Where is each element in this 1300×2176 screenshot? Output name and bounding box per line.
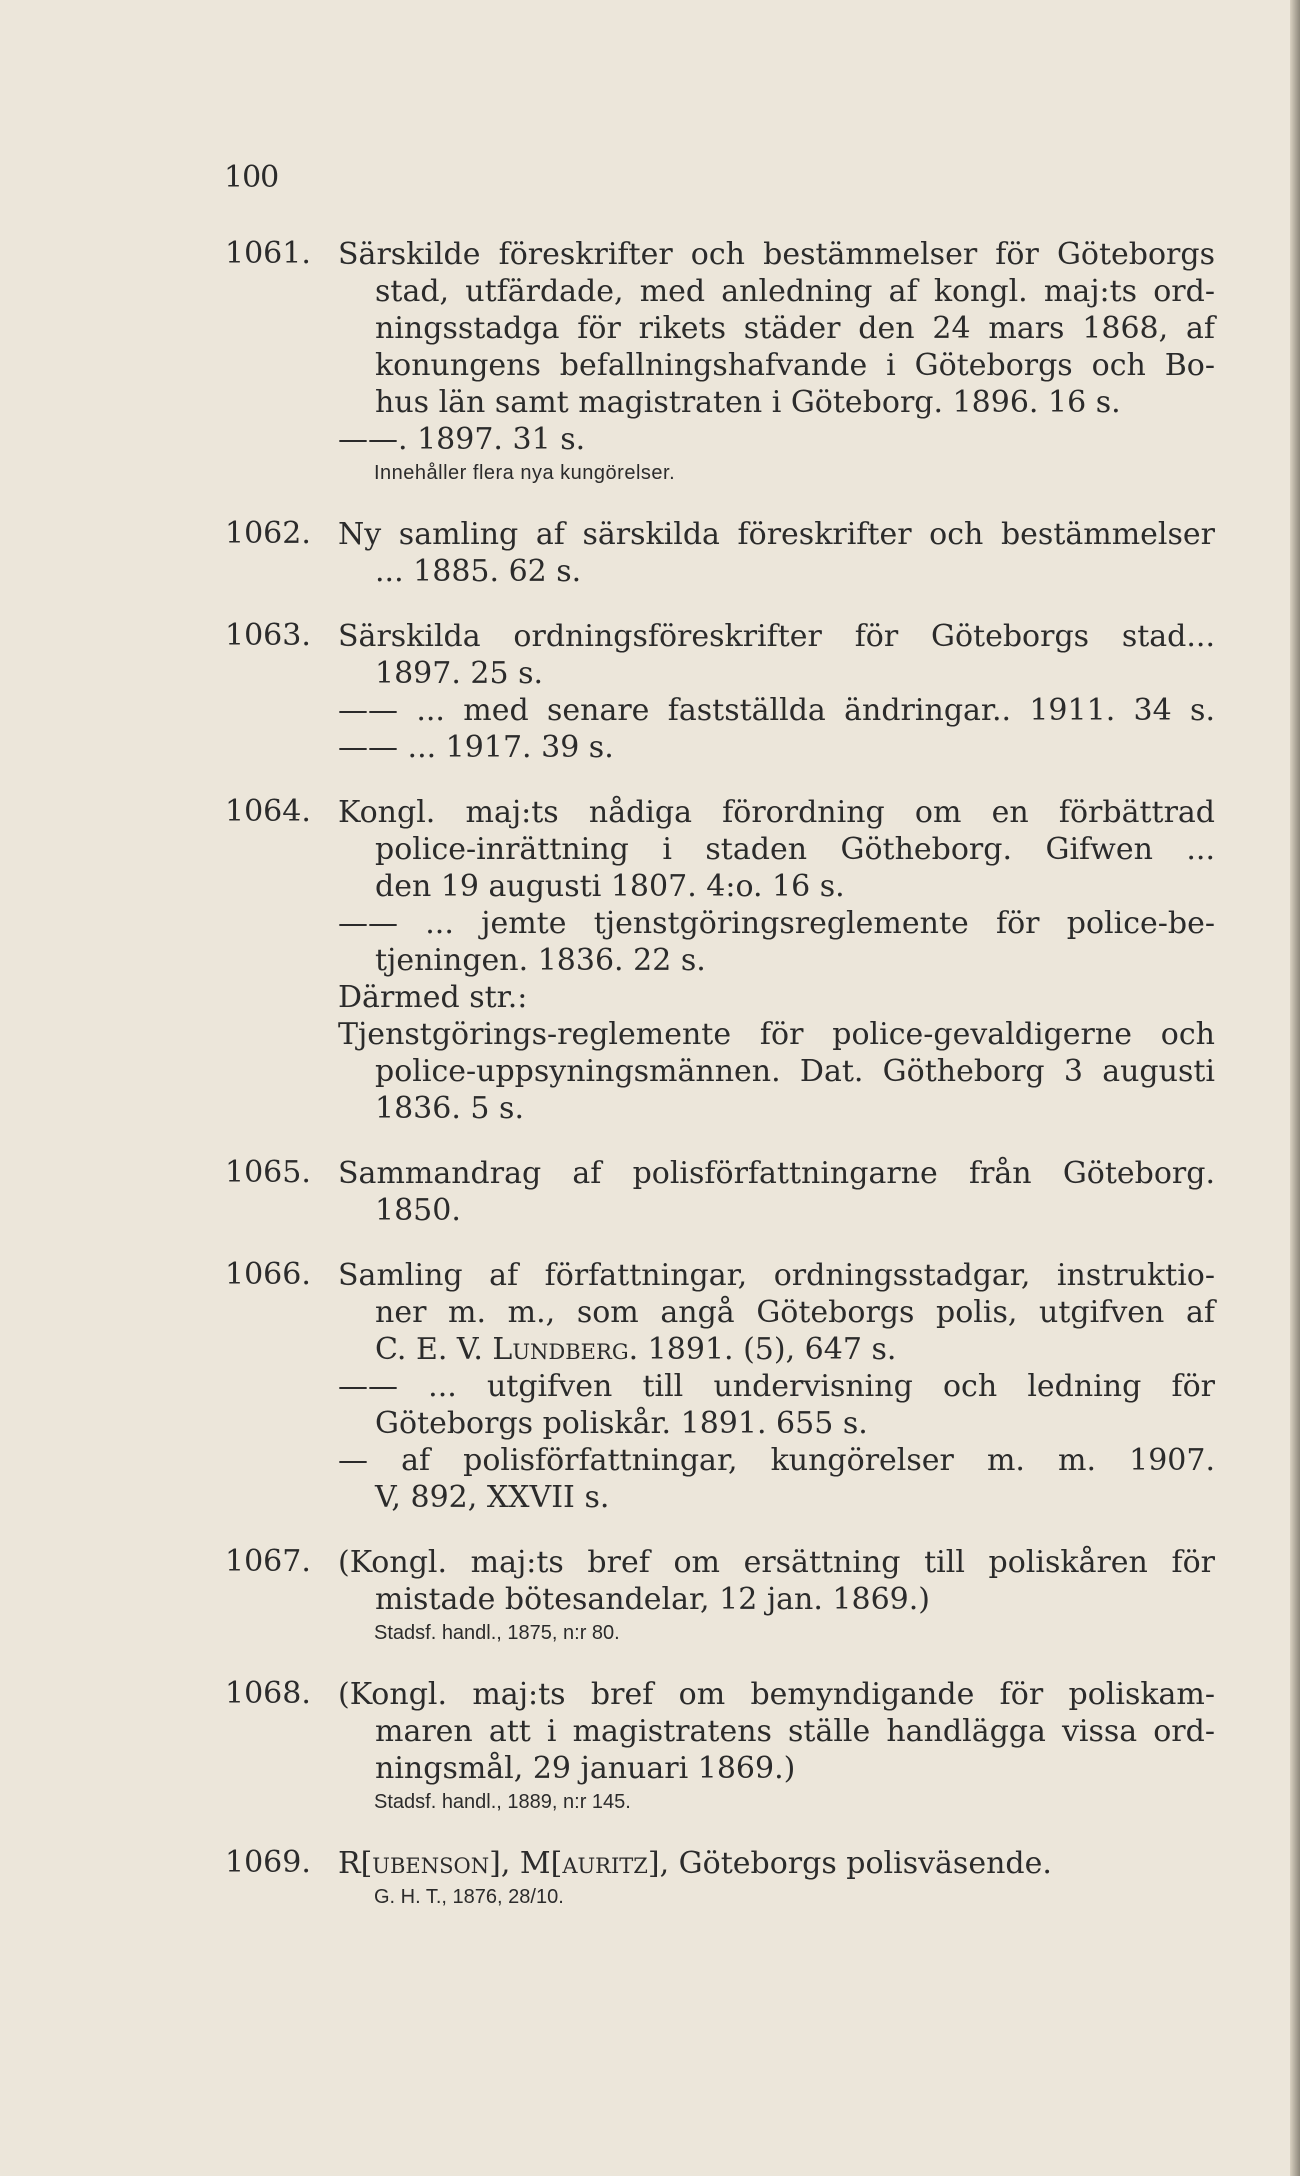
entry-1069 <box>225 1845 1215 1912</box>
entry-text-line: maren att i magistratens ställe handlägga vissa ord- <box>375 1714 1215 1749</box>
entry-text-line: ningsmål, 29 januari 1869.) <box>375 1751 796 1786</box>
entry-text-line: (Kongl. maj:ts bref om bemyndigande för poliskam- <box>338 1677 1215 1712</box>
entry-note: Innehåller flera nya kungörelser. <box>374 462 676 484</box>
entry-text-line: V, 892, XXVII s. <box>375 1480 610 1515</box>
bibliography-list <box>225 236 1215 1912</box>
entry-note: G. H. T., 1876, 28/10. <box>374 1886 564 1908</box>
entry-text: R[ <box>338 1846 373 1881</box>
entry-1063 <box>225 618 1215 766</box>
entry-text-line: —— ... 1917. 39 s. <box>338 730 614 765</box>
entry-text-line: —— ... utgifven till undervisning och ledning för <box>338 1369 1215 1404</box>
entry-text-line <box>338 1845 1215 1882</box>
entry-text: . 1891. (5), 647 s. <box>628 1332 897 1367</box>
entry-1064 <box>225 794 1215 1127</box>
entry-text: C. E. V. <box>375 1332 493 1367</box>
entry-text-line: Särskilde föreskrifter och bestämmelser för Göteborgs <box>338 237 1215 272</box>
entry-number: 1066. <box>225 1257 311 1292</box>
entry-number: 1064. <box>225 794 311 829</box>
entry-text-line <box>338 1331 1215 1368</box>
entry-number: 1069. <box>225 1845 311 1880</box>
entry-text-line: mistade bötesandelar, 12 jan. 1869.) <box>375 1582 930 1617</box>
entry-text-line: ——. 1897. 31 s. <box>338 422 586 457</box>
entry-1065 <box>225 1155 1215 1229</box>
entry-text-line: Göteborgs poliskår. 1891. 655 s. <box>375 1406 868 1441</box>
entry-text-line: police-uppsyningsmännen. Dat. Götheborg 3 augusti <box>375 1054 1215 1089</box>
entry-text: ], M[ <box>489 1846 563 1881</box>
entry-text-line: tjeningen. 1836. 22 s. <box>375 943 706 978</box>
entry-1061 <box>225 236 1215 488</box>
entry-text-line: —— ... med senare fastställda ändringar.. 1911. 34 s. <box>338 693 1215 728</box>
author-name: ubenson <box>372 1846 490 1881</box>
entry-number: 1068. <box>225 1676 311 1711</box>
entry-1066 <box>225 1257 1215 1516</box>
entry-text-line: hus län samt magistraten i Göteborg. 1896. 16 s. <box>375 385 1121 420</box>
entry-text-line: 1850. <box>375 1193 461 1228</box>
entry-text-line: Samling af författningar, ordningsstadgar, instruktio- <box>338 1258 1215 1293</box>
author-name: auritz <box>562 1846 648 1881</box>
entry-text-line: Särskilda ordningsföreskrifter för Göteborgs stad... <box>338 619 1215 654</box>
entry-note: Stadsf. handl., 1889, n:r 145. <box>374 1791 631 1813</box>
author-name: Lundberg <box>492 1332 629 1367</box>
entry-text-line: (Kongl. maj:ts bref om ersättning till poliskåren för <box>338 1545 1215 1580</box>
page-edge <box>1290 0 1300 2176</box>
entry-1067 <box>225 1544 1215 1648</box>
entry-text-line: stad, utfärdade, med anledning af kongl. maj:ts ord- <box>375 274 1215 309</box>
entry-text-line: Därmed str.: <box>338 980 528 1015</box>
entry-text-line: ner m. m., som angå Göteborgs polis, utgifven af <box>375 1295 1215 1330</box>
entry-text-line: Sammandrag af polisförfattningarne från Göteborg. <box>338 1156 1215 1191</box>
entry-text-line: ningsstadga för rikets städer den 24 mars 1868, af <box>375 311 1215 346</box>
page-number: 100 <box>224 160 279 195</box>
entry-1062 <box>225 516 1215 590</box>
entry-text-line: Kongl. maj:ts nådiga förordning om en förbättrad <box>338 795 1215 830</box>
entry-text-line: 1897. 25 s. <box>375 656 544 691</box>
entry-1068 <box>225 1676 1215 1817</box>
entry-text-line: konungens befallningshafvande i Göteborgs och Bo- <box>375 348 1215 383</box>
entry-text: ], Göteborgs polisväsende. <box>647 1846 1052 1881</box>
entry-text-line: ... 1885. 62 s. <box>375 554 582 589</box>
entry-number: 1061. <box>225 236 311 271</box>
entry-text-line: 1836. 5 s. <box>375 1091 524 1126</box>
entry-text-line: police-inrättning i staden Götheborg. Gifwen ... <box>375 832 1215 867</box>
entry-text-line: den 19 augusti 1807. 4:o. 16 s. <box>375 869 845 904</box>
entry-note: Stadsf. handl., 1875, n:r 80. <box>374 1622 620 1644</box>
entry-text-line: —— ... jemte tjenstgöringsreglemente för police-be- <box>338 906 1215 941</box>
entry-number: 1063. <box>225 618 311 653</box>
entry-number: 1062. <box>225 516 311 551</box>
entry-number: 1067. <box>225 1544 311 1579</box>
entry-number: 1065. <box>225 1155 311 1190</box>
entry-text-line: Tjenstgörings-reglemente för police-gevaldigerne och <box>338 1017 1215 1052</box>
entry-text-line: — af polisförfattningar, kungörelser m. m. 1907. <box>338 1443 1215 1478</box>
entry-text-line: Ny samling af särskilda föreskrifter och bestämmelser <box>338 517 1215 552</box>
